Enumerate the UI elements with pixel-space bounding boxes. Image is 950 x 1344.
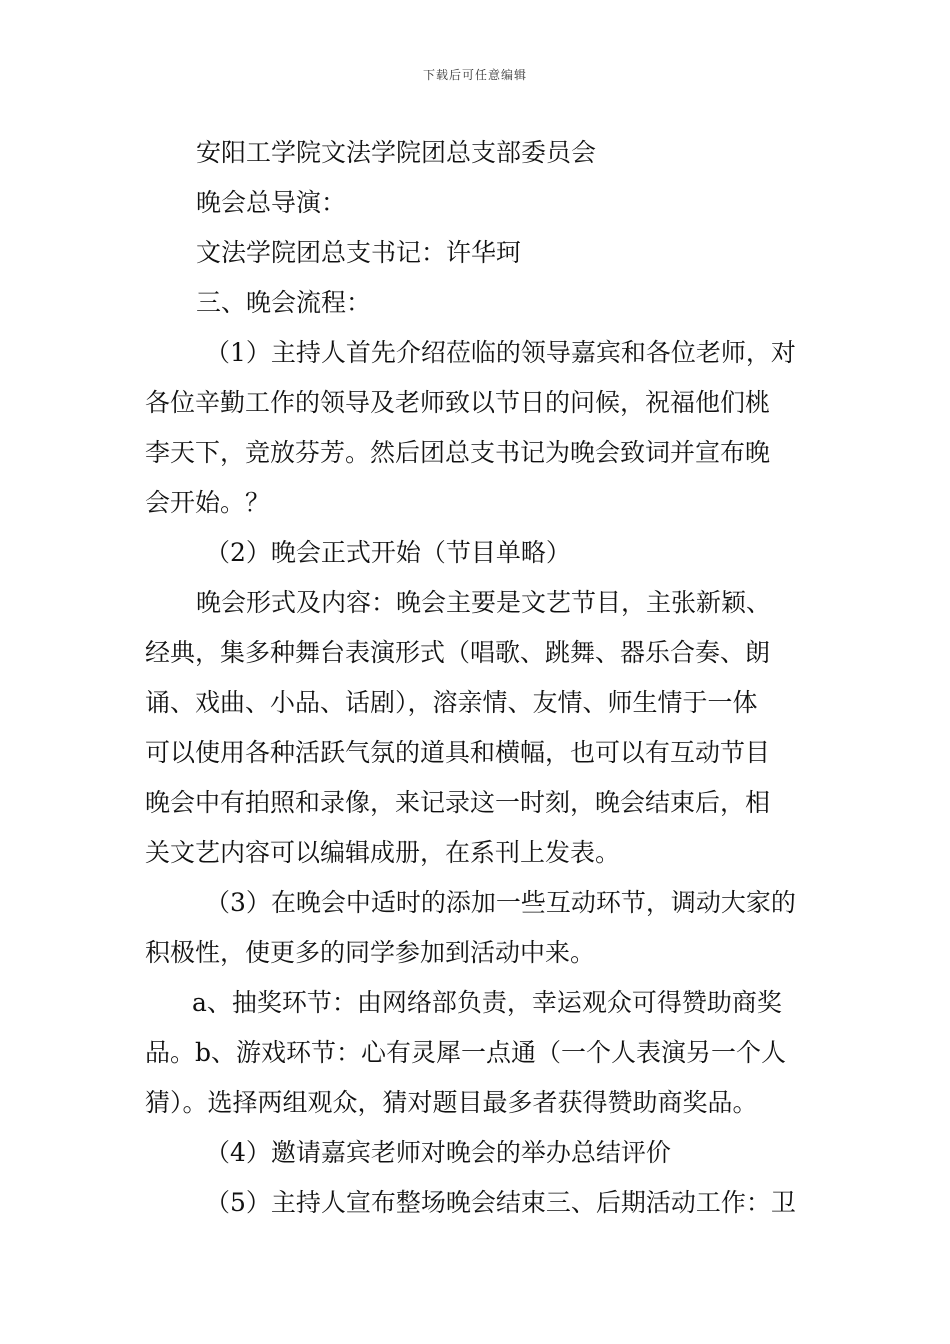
section-heading: 三、晚会流程： (196, 288, 372, 317)
paragraph-line: （5）主持人宣布整场晚会结束三、后期活动工作：卫 (205, 1188, 796, 1217)
paragraph-line: （3）在晚会中适时的添加一些互动环节，调动大家的 (205, 888, 796, 917)
paragraph-line: （4）邀请嘉宾老师对晚会的举办总结评价 (205, 1138, 671, 1167)
paragraph-line: 关文艺内容可以编辑成册，在系刊上发表。 (145, 838, 621, 867)
paragraph-line: （1）主持人首先介绍莅临的领导嘉宾和各位老师，对 (205, 338, 796, 367)
paragraph-line: a、抽奖环节：由网络部负责，幸运观众可得赞助商奖 (192, 988, 782, 1017)
paragraph-line: 猜）。选择两组观众，猜对题目最多者获得赞助商奖品。 (145, 1088, 758, 1117)
secretary-line: 文法学院团总支书记：许华珂 (196, 238, 522, 267)
paragraph-line: 李天下，竞放芬芳。然后团总支书记为晚会致词并宣布晚 (145, 438, 771, 467)
paragraph-line: （2）晚会正式开始（节目单略） (205, 538, 571, 567)
paragraph-line: 各位辛勤工作的领导及老师致以节日的问候，祝福他们桃 (145, 388, 771, 417)
paragraph-line: 诵、戏曲、小品、话剧），溶亲情、友情、师生情于一体 (145, 688, 758, 717)
document-body (145, 128, 805, 1228)
paragraph-line: 积极性，使更多的同学参加到活动中来。 (145, 938, 596, 967)
paragraph-line: 晚会中有拍照和录像，来记录这一时刻，晚会结束后，相 (145, 788, 771, 817)
director-line: 晚会总导演： (196, 188, 347, 217)
page-header: 下载后可任意编辑 (422, 68, 527, 82)
paragraph-line: 品。b、游戏环节：心有灵犀一点通（一个人表演另一个人 (145, 1038, 787, 1067)
paragraph-line: 经典，集多种舞台表演形式（唱歌、跳舞、器乐合奏、朗 (145, 638, 771, 667)
paragraph-line: 晚会形式及内容：晚会主要是文艺节目，主张新颖、 (196, 588, 772, 617)
org-name-line: 安阳工学院文法学院团总支部委员会 (196, 138, 597, 167)
paragraph-line: 可以使用各种活跃气氛的道具和横幅，也可以有互动节目 (145, 738, 771, 767)
paragraph-line: 会开始。？ (145, 488, 271, 517)
